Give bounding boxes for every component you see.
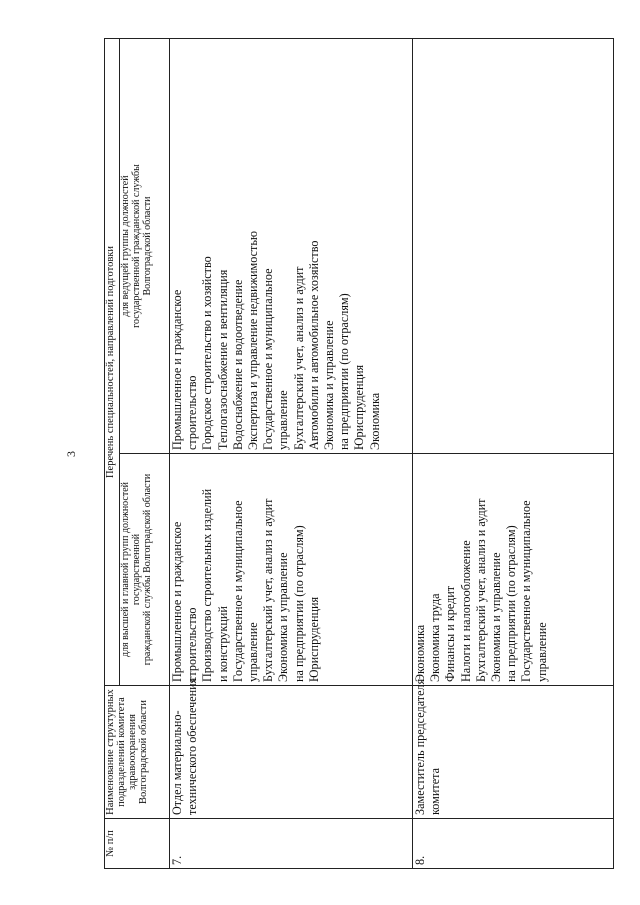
- header-name: [105, 686, 170, 819]
- list-item: строительство: [185, 607, 200, 682]
- row-leading: [413, 39, 614, 454]
- row-num: [170, 819, 413, 869]
- row-name: [170, 677, 413, 819]
- list-item: Государственное и муниципальное: [230, 500, 245, 682]
- header-leading-line: государственной гражданской службы: [131, 164, 142, 328]
- header-name-line: Наименование структурных: [105, 689, 116, 815]
- list-item: Государственное и муниципальное: [519, 500, 534, 682]
- list-item: Бухгалтерский учет, анализ и аудит: [473, 498, 488, 682]
- list-item: на предприятии (по отраслям): [504, 525, 519, 682]
- list-item: Промышленное и гражданское: [170, 289, 184, 450]
- header-senior-line: гражданской службы Волгоградской области: [142, 473, 153, 666]
- row-name-line: комитета: [428, 767, 443, 815]
- row-num: [413, 819, 614, 869]
- header-leading-line: для ведущей группы должностей: [120, 175, 131, 317]
- list-item: Финансы и кредит: [443, 585, 458, 682]
- table-row: [170, 39, 413, 869]
- page-number: 3: [64, 451, 78, 457]
- header-num-text: № п/п: [105, 830, 116, 857]
- header-name-line: подразделений комитета: [116, 697, 127, 807]
- header-name-line: здравоохранения: [127, 714, 138, 790]
- row-senior: [413, 454, 614, 686]
- list-item: на предприятии (по отраслям): [291, 525, 306, 682]
- header-leading-line: Волгоградской области: [142, 196, 153, 296]
- list-item: Экономика и управление: [322, 320, 337, 450]
- row-name: [413, 678, 614, 819]
- list-item: Автомобили и автомобильное хозяйство: [306, 240, 321, 450]
- row-name-line: Отдел материально-: [170, 710, 184, 815]
- header-group-text: Перечень специальностей, направлений подготовки: [105, 245, 116, 479]
- list-item: Производство строительных изделий: [200, 488, 215, 682]
- header-senior-line: для высшей и главной групп должностей: [120, 481, 131, 658]
- list-item: управление: [534, 622, 549, 682]
- list-item: Государственное и муниципальное: [261, 268, 276, 450]
- list-item: Теплогазоснабжение и вентиляция: [215, 269, 230, 450]
- row-num-text: 7.: [170, 855, 184, 865]
- row-name-line: Заместитель председателя: [413, 678, 427, 815]
- row-num-text: 8.: [413, 855, 427, 865]
- list-item: Промышленное и гражданское: [170, 521, 184, 682]
- list-item: Бухгалтерский учет, анализ и аудит: [291, 266, 306, 450]
- list-item: Бухгалтерский учет, анализ и аудит: [261, 498, 276, 682]
- header-name-line: Волгоградской области: [138, 699, 149, 805]
- list-item: на предприятии (по отраслям): [337, 293, 352, 450]
- list-item: Юриспруденция: [306, 596, 321, 682]
- header-senior-line: государственной: [131, 533, 142, 606]
- list-item: строительство: [185, 375, 200, 450]
- header-leading: [120, 39, 170, 454]
- list-item: Налоги и налогообложение: [458, 540, 473, 682]
- table-row: [413, 39, 614, 869]
- list-item: Экономика: [413, 624, 427, 682]
- header-num: [105, 819, 170, 869]
- list-item: управление: [246, 622, 261, 682]
- list-item: Экспертиза и управление недвижимостью: [246, 230, 261, 450]
- list-item: Водоснабжение и водоотведение: [230, 279, 245, 450]
- rotated-page: [64, 39, 604, 869]
- specialties-table: [104, 38, 614, 869]
- list-item: Экономика и управление: [489, 552, 504, 682]
- header-senior: [120, 454, 170, 686]
- list-item: Экономика и управление: [276, 552, 291, 682]
- list-item: Экономика: [367, 392, 382, 450]
- list-item: Экономика труда: [428, 593, 443, 682]
- list-item: и конструкций: [215, 606, 230, 682]
- row-leading: [170, 39, 413, 454]
- row-senior: [170, 454, 413, 686]
- row-name-line: технического обеспечения: [185, 677, 200, 815]
- header-group: [105, 39, 120, 686]
- list-item: управление: [276, 390, 291, 450]
- list-item: Юриспруденция: [352, 364, 367, 450]
- header-row-1: [105, 39, 120, 869]
- list-item: Городское строительство и хозяйство: [200, 256, 215, 450]
